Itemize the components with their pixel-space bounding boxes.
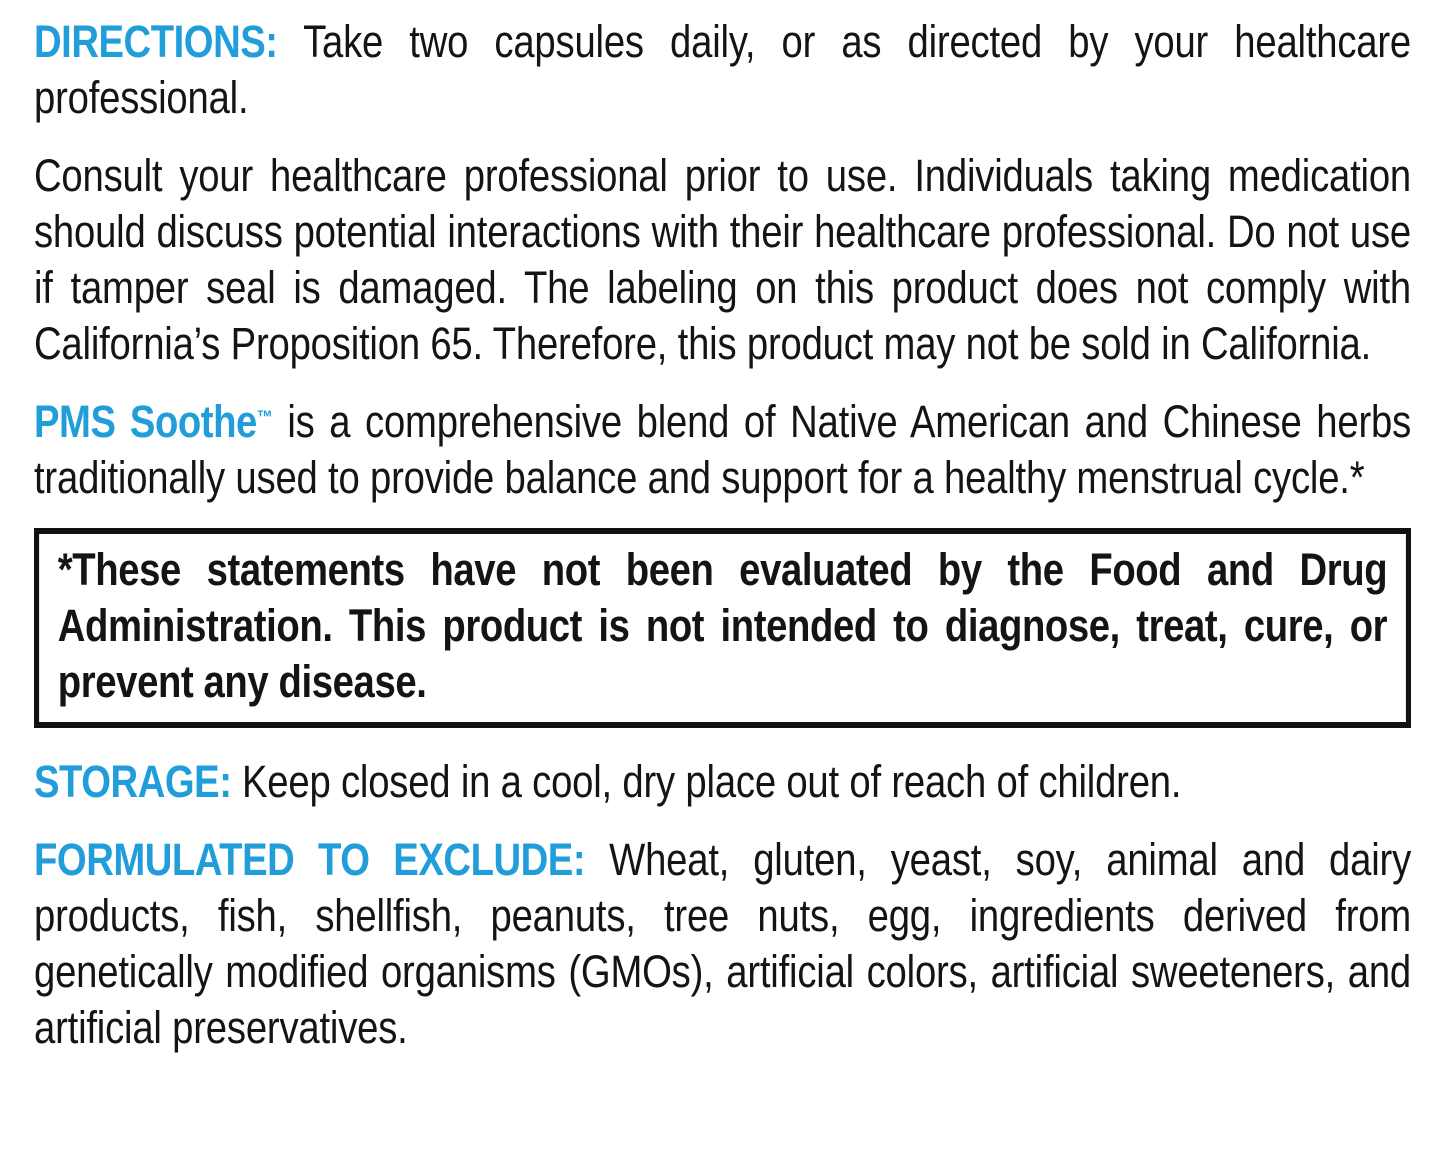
storage-heading: STORAGE:: [34, 756, 232, 807]
storage-paragraph: [34, 754, 1411, 810]
precautions-body-text: Consult your healthcare professional prior to use. Individuals taking medication should discuss potential interactions with their healthcare professional. Do not use if tamper seal is damaged. The labeling on this product does not comply with California’s Proposition 65. Therefore, this product may not be sold in California.: [34, 150, 1411, 369]
formulated-to-exclude-body-text: Wheat, gluten, yeast, soy, animal and dairy products, fish, shellfish, peanuts, tree nuts, egg, ingredients derived from genetically modified organisms (GMOs), artificial colors, artificial sweeteners, and artificial preservatives.: [34, 834, 1412, 1053]
fda-disclaimer-box: [34, 528, 1411, 728]
formulated-to-exclude-paragraph: [34, 832, 1411, 1056]
product-description-body-text: is a comprehensive blend of Native American and Chinese herbs traditionally used to provide balance and support for a healthy menstrual cycle.*: [34, 396, 1412, 503]
fda-disclaimer-paragraph: [58, 542, 1387, 710]
directions-paragraph: [34, 14, 1411, 126]
precautions-paragraph: [34, 148, 1411, 372]
trademark-symbol: ™: [256, 407, 273, 429]
storage-body-text: Keep closed in a cool, dry place out of reach of children.: [241, 756, 1182, 807]
directions-body-text: Take two capsules daily, or as directed by your healthcare professional.: [34, 16, 1412, 123]
fda-disclaimer-text: *These statements have not been evaluated by the Food and Drug Administration. This product is not intended to diagnose, treat, cure, or prevent any disease.: [57, 544, 1388, 707]
directions-heading: DIRECTIONS:: [34, 16, 278, 67]
product-description-paragraph: [34, 394, 1411, 506]
product-name: PMS Soothe: [34, 396, 257, 447]
formulated-to-exclude-heading: FORMULATED TO EXCLUDE:: [34, 834, 586, 885]
